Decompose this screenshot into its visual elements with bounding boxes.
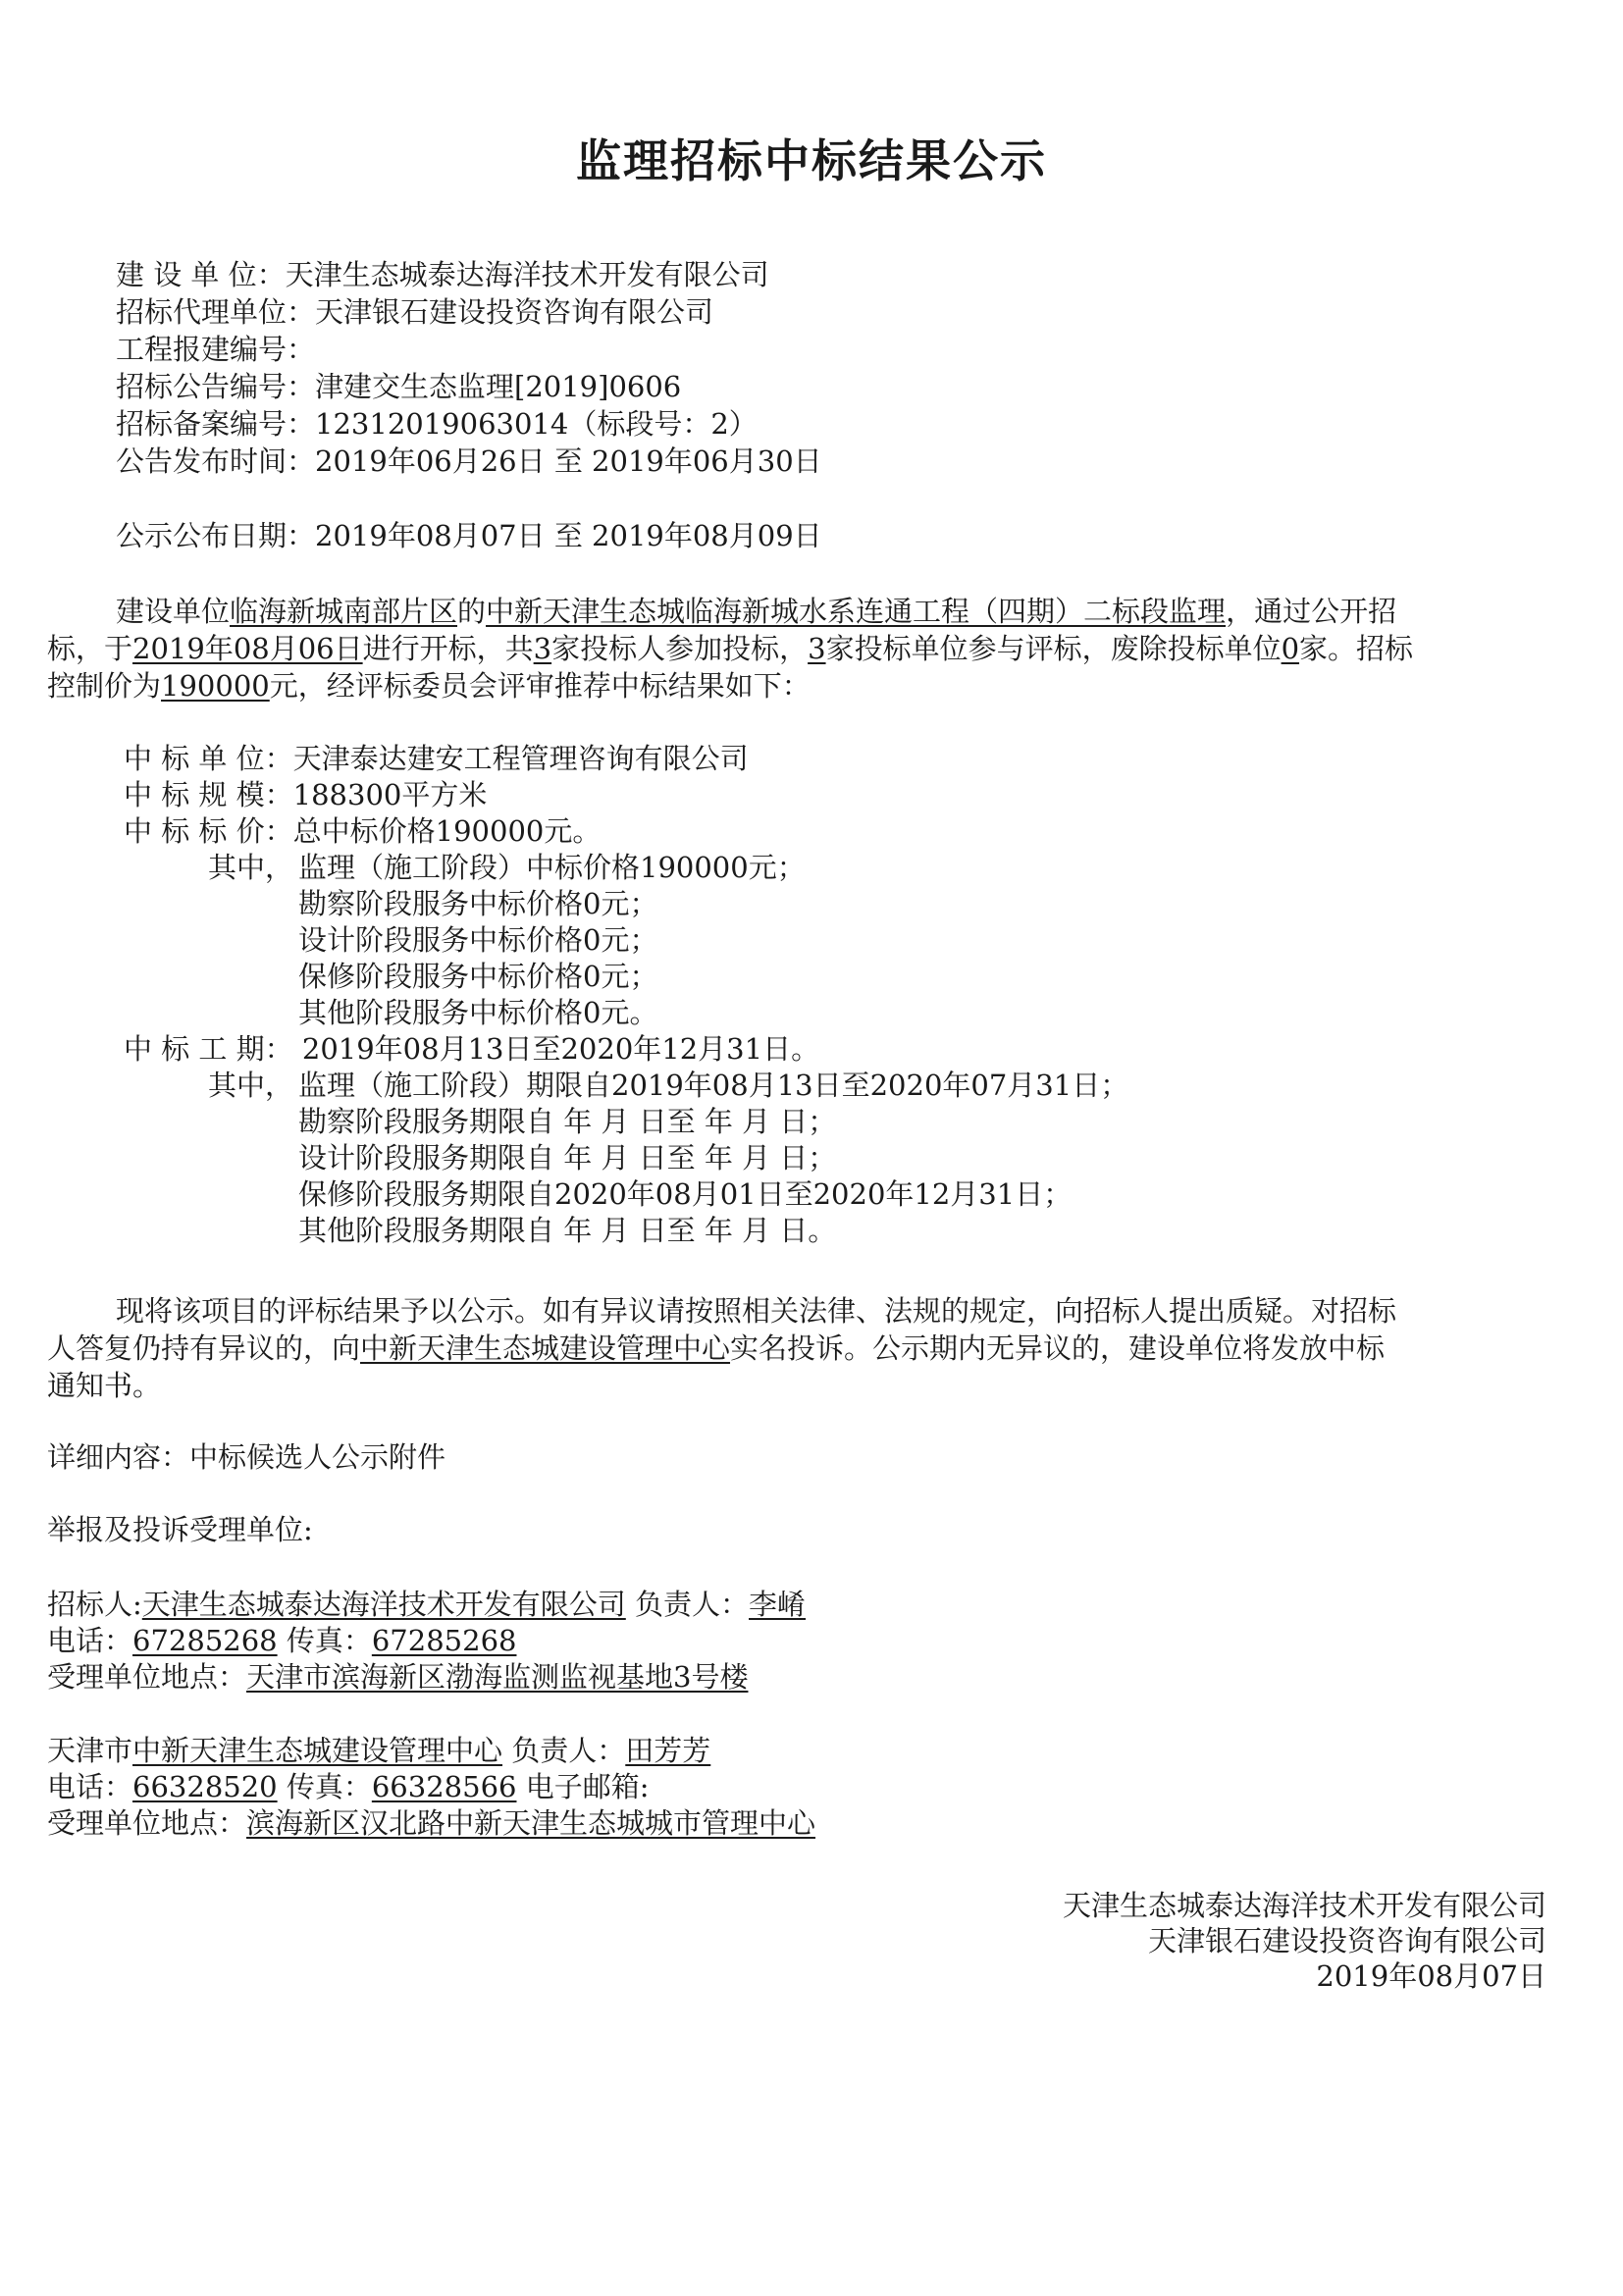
price-detail: 设计阶段服务中标价格0元； xyxy=(298,923,658,957)
period-detail: 其他阶段服务期限自 年 月 日至 年 月 日。 xyxy=(298,1214,837,1247)
spacer xyxy=(278,1770,287,1803)
email-label: 电子邮箱: xyxy=(525,1770,650,1803)
publish-time-label: 公告发布时间： xyxy=(116,444,316,478)
publicity-date-value: 2019年08月07日 至 2019年08月09日 xyxy=(315,519,822,552)
period-row xyxy=(124,1031,819,1067)
tenderee-address-row xyxy=(47,1659,748,1695)
builder-label: 建 设 单 位： xyxy=(116,258,286,291)
intro-line-2 xyxy=(47,631,1413,666)
notice-line-3: 通知书。 xyxy=(47,1369,162,1402)
registration-label: 工程报建编号： xyxy=(116,333,316,366)
tenderee-phone: 67285268 xyxy=(132,1624,278,1657)
project-name: 中新天津生态城临海新城水系连通工程（四期）二标段监理 xyxy=(486,595,1227,628)
publicity-date-row xyxy=(116,518,822,553)
period-detail-prefix: 其中， xyxy=(208,1069,294,1102)
evaluated-count: 3 xyxy=(808,632,826,665)
opening-date: 2019年08月06日 xyxy=(132,632,363,665)
publish-time-row xyxy=(116,444,822,479)
bidder-count: 3 xyxy=(533,632,552,665)
control-price: 190000 xyxy=(161,669,270,703)
signature-org-2: 天津银石建设投资咨询有限公司 xyxy=(1147,1924,1546,1957)
winner-value: 天津泰达建安工程管理咨询有限公司 xyxy=(292,742,749,775)
intro-text: 建设单位 xyxy=(116,595,231,628)
authority-person: 田芳芳 xyxy=(625,1734,711,1767)
spacer xyxy=(278,1624,287,1657)
price-detail: 其他阶段服务中标价格0元。 xyxy=(298,996,658,1029)
registration-row xyxy=(116,332,315,367)
scale-label: 中 标 规 模： xyxy=(124,778,293,811)
price-label: 中 标 标 价： xyxy=(124,814,293,848)
price-detail: 监理（施工阶段）中标价格190000元； xyxy=(298,851,806,884)
intro-line-3 xyxy=(47,668,811,704)
intro-text: 的 xyxy=(457,595,487,628)
price-row xyxy=(124,813,601,849)
announcement-number-row xyxy=(116,369,681,404)
winner-row xyxy=(124,741,749,776)
intro-text: 家投标单位参与评标，废除投标单位 xyxy=(825,632,1282,665)
filing-number-label: 招标备案编号： xyxy=(116,407,316,441)
notice-line-1: 现将该项目的评标结果予以公示。如有异议请按照相关法律、法规的规定，向招标人提出质疑。对招标 xyxy=(116,1294,1397,1328)
announcement-number-value: 津建交生态监理[2019]0606 xyxy=(315,370,682,403)
period-label: 中 标 工 期： xyxy=(124,1032,293,1066)
price-detail: 勘察阶段服务中标价格0元； xyxy=(298,887,658,920)
scale-value: 188300平方米 xyxy=(292,778,488,811)
period-detail: 保修阶段服务期限自2020年08月01日至2020年12月31日； xyxy=(298,1177,1073,1211)
price-value: 总中标价格190000元。 xyxy=(292,814,602,848)
authority-phone-row xyxy=(47,1769,649,1804)
agency-value: 天津银石建设投资咨询有限公司 xyxy=(315,295,714,329)
phone-label: 电话： xyxy=(47,1770,133,1803)
tenderee-label: 招标人: xyxy=(47,1588,142,1621)
authority-person-label: 负责人： xyxy=(511,1734,626,1767)
intro-text: 家。招标 xyxy=(1299,632,1414,665)
document-title: 监理招标中标结果公示 xyxy=(576,134,1047,187)
intro-text: ，通过公开招 xyxy=(1226,595,1397,628)
fax-label: 传真： xyxy=(286,1624,372,1657)
authority-address-row xyxy=(47,1805,815,1841)
complaint-title: 举报及投诉受理单位: xyxy=(47,1513,313,1546)
intro-text: 标，于 xyxy=(47,632,133,665)
project-area: 临海新城南部片区 xyxy=(230,595,458,628)
tenderee-fax: 67285268 xyxy=(371,1624,517,1657)
notice-text: 人答复仍持有异议的，向 xyxy=(47,1331,361,1365)
tenderee-person-label: 负责人： xyxy=(635,1588,750,1621)
tenderee-person: 李崤 xyxy=(749,1588,807,1621)
intro-text: 家投标人参加投标， xyxy=(551,632,809,665)
period-detail: 设计阶段服务期限自 年 月 日至 年 月 日； xyxy=(298,1141,837,1174)
intro-text: 进行开标，共 xyxy=(362,632,534,665)
detail-content: 详细内容：中标候选人公示附件 xyxy=(47,1440,446,1474)
fax-label: 传真： xyxy=(286,1770,372,1803)
authority-row xyxy=(47,1733,710,1768)
signature-date: 2019年08月07日 xyxy=(1316,1959,1546,1993)
tenderee-row xyxy=(47,1587,806,1622)
spacer xyxy=(502,1734,511,1767)
period-value: 2019年08月13日至2020年12月31日。 xyxy=(292,1032,820,1066)
authority-address: 滨海新区汉北路中新天津生态城城市管理中心 xyxy=(246,1806,816,1840)
agency-row xyxy=(116,294,713,330)
agency-label: 招标代理单位： xyxy=(116,295,316,329)
tenderee-address: 天津市滨海新区渤海监测监视基地3号楼 xyxy=(246,1660,749,1694)
intro-text: 元，经评标委员会评审推荐中标结果如下： xyxy=(269,669,811,703)
publish-time-value: 2019年06月26日 至 2019年06月30日 xyxy=(315,444,822,478)
spacer xyxy=(626,1588,635,1621)
tenderee-name: 天津生态城泰达海洋技术开发有限公司 xyxy=(141,1588,626,1621)
price-detail: 保修阶段服务中标价格0元； xyxy=(298,960,658,993)
signature-org-1: 天津生态城泰达海洋技术开发有限公司 xyxy=(1062,1889,1546,1922)
period-detail: 监理（施工阶段）期限自2019年08月13日至2020年07月31日； xyxy=(298,1069,1129,1102)
builder-value: 天津生态城泰达海洋技术开发有限公司 xyxy=(285,258,769,291)
address-label: 受理单位地点： xyxy=(47,1660,247,1694)
rejected-count: 0 xyxy=(1281,632,1300,665)
period-detail: 勘察阶段服务期限自 年 月 日至 年 月 日； xyxy=(298,1105,837,1138)
authority-name: 中新天津生态城建设管理中心 xyxy=(132,1734,503,1767)
filing-number-value: 12312019063014（标段号：2） xyxy=(315,407,758,441)
address-label: 受理单位地点： xyxy=(47,1806,247,1840)
phone-label: 电话： xyxy=(47,1624,133,1657)
notice-line-2 xyxy=(47,1331,1385,1366)
scale-row xyxy=(124,777,487,812)
announcement-number-label: 招标公告编号： xyxy=(116,370,316,403)
complaint-authority: 中新天津生态城建设管理中心 xyxy=(360,1331,731,1365)
spacer xyxy=(516,1770,525,1803)
authority-prefix: 天津市 xyxy=(47,1734,133,1767)
tenderee-phone-row xyxy=(47,1623,516,1658)
authority-phone: 66328520 xyxy=(132,1770,278,1803)
intro-text: 控制价为 xyxy=(47,669,162,703)
authority-fax: 66328566 xyxy=(371,1770,517,1803)
price-detail-prefix: 其中， xyxy=(208,851,294,884)
builder-row xyxy=(116,257,769,292)
intro-line-1 xyxy=(116,594,1396,629)
notice-text: 实名投诉。公示期内无异议的，建设单位将发放中标 xyxy=(730,1331,1386,1365)
winner-label: 中 标 单 位： xyxy=(124,742,293,775)
publicity-date-label: 公示公布日期： xyxy=(116,519,316,552)
filing-number-row xyxy=(116,406,758,442)
